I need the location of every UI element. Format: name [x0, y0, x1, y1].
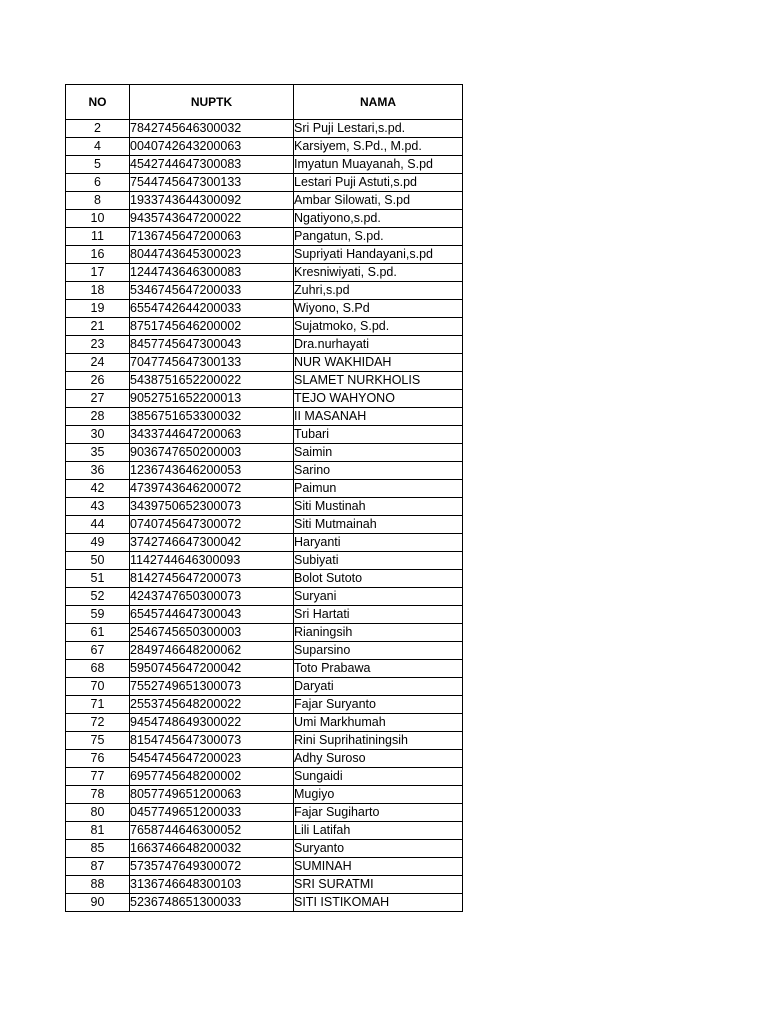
- table-row: [66, 516, 463, 534]
- row-number-cell: 61: [66, 624, 130, 642]
- nuptk-cell: 6957745648200002: [130, 768, 294, 786]
- table-row: [66, 390, 463, 408]
- nuptk-cell: 8154745647300073: [130, 732, 294, 750]
- row-number-cell: 52: [66, 588, 130, 606]
- nuptk-cell: 5735747649300072: [130, 858, 294, 876]
- name-cell: Adhy Suroso: [294, 750, 463, 768]
- nuptk-cell: 5346745647200033: [130, 282, 294, 300]
- name-cell: Sri Hartati: [294, 606, 463, 624]
- row-number-cell: 27: [66, 390, 130, 408]
- table-row: [66, 606, 463, 624]
- nuptk-cell: 9435743647200022: [130, 210, 294, 228]
- name-cell: Umi Markhumah: [294, 714, 463, 732]
- name-cell: Subiyati: [294, 552, 463, 570]
- row-number-cell: 36: [66, 462, 130, 480]
- name-cell: Toto Prabawa: [294, 660, 463, 678]
- row-number-cell: 75: [66, 732, 130, 750]
- table-row: [66, 678, 463, 696]
- nuptk-cell: 0457749651200033: [130, 804, 294, 822]
- row-number-cell: 16: [66, 246, 130, 264]
- row-number-cell: 6: [66, 174, 130, 192]
- row-number-cell: 85: [66, 840, 130, 858]
- nuptk-cell: 7047745647300133: [130, 354, 294, 372]
- row-number-cell: 2: [66, 120, 130, 138]
- table-row: [66, 174, 463, 192]
- table-row: [66, 534, 463, 552]
- row-number-cell: 24: [66, 354, 130, 372]
- row-number-cell: 72: [66, 714, 130, 732]
- table-row: [66, 570, 463, 588]
- nuptk-cell: 7842745646300032: [130, 120, 294, 138]
- name-cell: Sungaidi: [294, 768, 463, 786]
- header-no: NO: [66, 85, 130, 120]
- name-cell: Suparsino: [294, 642, 463, 660]
- nuptk-cell: 5438751652200022: [130, 372, 294, 390]
- nuptk-cell: 5454745647200023: [130, 750, 294, 768]
- row-number-cell: 90: [66, 894, 130, 912]
- name-cell: Paimun: [294, 480, 463, 498]
- nuptk-cell: 4542744647300083: [130, 156, 294, 174]
- row-number-cell: 80: [66, 804, 130, 822]
- row-number-cell: 50: [66, 552, 130, 570]
- table-row: [66, 876, 463, 894]
- row-number-cell: 42: [66, 480, 130, 498]
- table-row: [66, 210, 463, 228]
- nuptk-cell: 7658744646300052: [130, 822, 294, 840]
- table-row: [66, 750, 463, 768]
- table-row: [66, 894, 463, 912]
- row-number-cell: 28: [66, 408, 130, 426]
- name-cell: Supriyati Handayani,s.pd: [294, 246, 463, 264]
- nuptk-cell: 7544745647300133: [130, 174, 294, 192]
- table-row: [66, 840, 463, 858]
- row-number-cell: 59: [66, 606, 130, 624]
- name-cell: Suryani: [294, 588, 463, 606]
- nuptk-cell: 7552749651300073: [130, 678, 294, 696]
- name-cell: Daryati: [294, 678, 463, 696]
- row-number-cell: 21: [66, 318, 130, 336]
- row-number-cell: 88: [66, 876, 130, 894]
- name-cell: SITI ISTIKOMAH: [294, 894, 463, 912]
- name-cell: NUR WAKHIDAH: [294, 354, 463, 372]
- row-number-cell: 51: [66, 570, 130, 588]
- table-row: [66, 714, 463, 732]
- table-row: [66, 696, 463, 714]
- table-row: [66, 498, 463, 516]
- table-row: [66, 156, 463, 174]
- table-row: [66, 462, 463, 480]
- nuptk-cell: 6545744647300043: [130, 606, 294, 624]
- table-row: [66, 264, 463, 282]
- header-nama: NAMA: [294, 85, 463, 120]
- header-nuptk: NUPTK: [130, 85, 294, 120]
- nuptk-cell: 4739743646200072: [130, 480, 294, 498]
- nuptk-cell: 9036747650200003: [130, 444, 294, 462]
- name-cell: Kresniwiyati, S.pd.: [294, 264, 463, 282]
- row-number-cell: 81: [66, 822, 130, 840]
- row-number-cell: 76: [66, 750, 130, 768]
- row-number-cell: 5: [66, 156, 130, 174]
- table-row: [66, 228, 463, 246]
- nuptk-cell: 6554742644200033: [130, 300, 294, 318]
- table-row: [66, 282, 463, 300]
- row-number-cell: 49: [66, 534, 130, 552]
- row-number-cell: 17: [66, 264, 130, 282]
- nuptk-cell: 9454748649300022: [130, 714, 294, 732]
- nuptk-cell: 2849746648200062: [130, 642, 294, 660]
- name-cell: Siti Mustinah: [294, 498, 463, 516]
- nuptk-cell: 2546745650300003: [130, 624, 294, 642]
- table-row: [66, 192, 463, 210]
- table-body: [66, 120, 463, 912]
- name-cell: Siti Mutmainah: [294, 516, 463, 534]
- name-cell: Sarino: [294, 462, 463, 480]
- nuptk-cell: 1244743646300083: [130, 264, 294, 282]
- name-cell: Bolot Sutoto: [294, 570, 463, 588]
- row-number-cell: 30: [66, 426, 130, 444]
- table-row: [66, 588, 463, 606]
- name-cell: Lili Latifah: [294, 822, 463, 840]
- row-number-cell: 35: [66, 444, 130, 462]
- table-row: [66, 660, 463, 678]
- nuptk-cell: 8057749651200063: [130, 786, 294, 804]
- name-cell: Fajar Suryanto: [294, 696, 463, 714]
- table-row: [66, 786, 463, 804]
- nuptk-cell: 0740745647300072: [130, 516, 294, 534]
- row-number-cell: 87: [66, 858, 130, 876]
- name-cell: Tubari: [294, 426, 463, 444]
- table-row: [66, 642, 463, 660]
- row-number-cell: 23: [66, 336, 130, 354]
- nuptk-cell: 7136745647200063: [130, 228, 294, 246]
- row-number-cell: 70: [66, 678, 130, 696]
- nuptk-cell: 1663746648200032: [130, 840, 294, 858]
- nuptk-cell: 5236748651300033: [130, 894, 294, 912]
- row-number-cell: 26: [66, 372, 130, 390]
- table-row: [66, 552, 463, 570]
- header-row: [66, 85, 463, 120]
- name-cell: Imyatun Muayanah, S.pd: [294, 156, 463, 174]
- table-row: [66, 372, 463, 390]
- name-cell: Mugiyo: [294, 786, 463, 804]
- nuptk-cell: 9052751652200013: [130, 390, 294, 408]
- name-cell: Ngatiyono,s.pd.: [294, 210, 463, 228]
- name-cell: Suryanto: [294, 840, 463, 858]
- table-row: [66, 354, 463, 372]
- teacher-table: [65, 84, 463, 912]
- table-row: [66, 336, 463, 354]
- row-number-cell: 8: [66, 192, 130, 210]
- name-cell: Rianingsih: [294, 624, 463, 642]
- nuptk-cell: 3136746648300103: [130, 876, 294, 894]
- name-cell: Sri Puji Lestari,s.pd.: [294, 120, 463, 138]
- row-number-cell: 19: [66, 300, 130, 318]
- table-row: [66, 318, 463, 336]
- nuptk-cell: 8457745647300043: [130, 336, 294, 354]
- row-number-cell: 18: [66, 282, 130, 300]
- table-row: [66, 246, 463, 264]
- nuptk-cell: 3742746647300042: [130, 534, 294, 552]
- table-row: [66, 804, 463, 822]
- nuptk-cell: 3856751653300032: [130, 408, 294, 426]
- nuptk-cell: 3439750652300073: [130, 498, 294, 516]
- table-row: [66, 768, 463, 786]
- nuptk-cell: 5950745647200042: [130, 660, 294, 678]
- nuptk-cell: 3433744647200063: [130, 426, 294, 444]
- name-cell: Haryanti: [294, 534, 463, 552]
- name-cell: Karsiyem, S.Pd., M.pd.: [294, 138, 463, 156]
- name-cell: SRI SURATMI: [294, 876, 463, 894]
- row-number-cell: 67: [66, 642, 130, 660]
- row-number-cell: 77: [66, 768, 130, 786]
- name-cell: Fajar Sugiharto: [294, 804, 463, 822]
- row-number-cell: 43: [66, 498, 130, 516]
- nuptk-cell: 8142745647200073: [130, 570, 294, 588]
- nuptk-cell: 0040742643200063: [130, 138, 294, 156]
- name-cell: TEJO WAHYONO: [294, 390, 463, 408]
- name-cell: Dra.nurhayati: [294, 336, 463, 354]
- table-row: [66, 822, 463, 840]
- table-row: [66, 300, 463, 318]
- name-cell: SLAMET NURKHOLIS: [294, 372, 463, 390]
- nuptk-cell: 1236743646200053: [130, 462, 294, 480]
- nuptk-cell: 4243747650300073: [130, 588, 294, 606]
- table-row: [66, 444, 463, 462]
- nuptk-cell: 1933743644300092: [130, 192, 294, 210]
- table-row: [66, 408, 463, 426]
- row-number-cell: 44: [66, 516, 130, 534]
- table-row: [66, 120, 463, 138]
- table-row: [66, 858, 463, 876]
- row-number-cell: 71: [66, 696, 130, 714]
- name-cell: Lestari Puji Astuti,s.pd: [294, 174, 463, 192]
- nuptk-cell: 8044743645300023: [130, 246, 294, 264]
- row-number-cell: 10: [66, 210, 130, 228]
- nuptk-cell: 1142744646300093: [130, 552, 294, 570]
- name-cell: Saimin: [294, 444, 463, 462]
- name-cell: Sujatmoko, S.pd.: [294, 318, 463, 336]
- name-cell: II MASANAH: [294, 408, 463, 426]
- name-cell: Pangatun, S.pd.: [294, 228, 463, 246]
- row-number-cell: 78: [66, 786, 130, 804]
- table-row: [66, 138, 463, 156]
- row-number-cell: 68: [66, 660, 130, 678]
- table-row: [66, 426, 463, 444]
- name-cell: Wiyono, S.Pd: [294, 300, 463, 318]
- name-cell: Ambar Silowati, S.pd: [294, 192, 463, 210]
- name-cell: Zuhri,s.pd: [294, 282, 463, 300]
- row-number-cell: 4: [66, 138, 130, 156]
- row-number-cell: 11: [66, 228, 130, 246]
- table-row: [66, 732, 463, 750]
- table-row: [66, 480, 463, 498]
- nuptk-cell: 8751745646200002: [130, 318, 294, 336]
- name-cell: Rini Suprihatiningsih: [294, 732, 463, 750]
- table-row: [66, 624, 463, 642]
- nuptk-cell: 2553745648200022: [130, 696, 294, 714]
- name-cell: SUMINAH: [294, 858, 463, 876]
